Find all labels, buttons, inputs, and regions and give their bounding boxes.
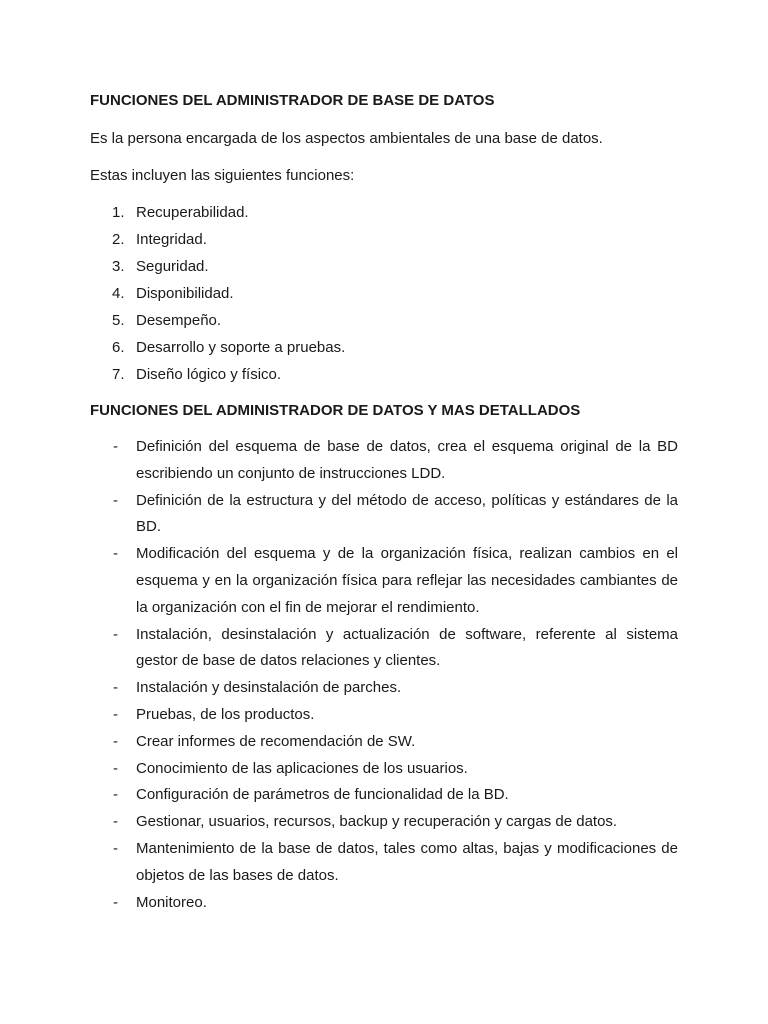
- list-item-text: Seguridad.: [136, 258, 209, 275]
- list-item: [90, 782, 678, 809]
- list-item-text: Desarrollo y soporte a pruebas.: [136, 339, 346, 356]
- dash-bullet: -: [113, 545, 118, 563]
- list-item: [90, 541, 678, 621]
- dash-bullet: -: [113, 759, 118, 777]
- list-item-text: Instalación, desinstalación y actualización de software, referente al sistema gestor de base de datos relaciones y clientes.: [136, 625, 678, 670]
- dash-bullet: -: [113, 786, 118, 804]
- list-item-number: 7.: [112, 366, 125, 383]
- list-item: [90, 280, 678, 307]
- list-item-text: Gestionar, usuarios, recursos, backup y recuperación y cargas de datos.: [136, 813, 618, 831]
- list-item: [90, 488, 678, 542]
- list-item: [90, 729, 678, 756]
- dash-bullet: -: [113, 438, 118, 455]
- details-bullet-list: [90, 434, 678, 916]
- list-item-number: 2.: [112, 231, 125, 248]
- list-item: [90, 253, 678, 280]
- list-item: [90, 226, 678, 253]
- intro-paragraph: Es la persona encargada de los aspectos ambientales de una base de datos.: [90, 130, 603, 147]
- list-item-text: Disponibilidad.: [136, 285, 234, 302]
- list-item: [90, 836, 678, 890]
- list-item-text: Mantenimiento de la base de datos, tales como altas, bajas y modificaciones de objetos de las bases de datos.: [136, 839, 678, 884]
- dash-bullet: -: [113, 625, 118, 643]
- list-item: [90, 890, 678, 917]
- list-item: [90, 675, 678, 702]
- list-item-text: Recuperabilidad.: [136, 204, 249, 221]
- list-item-number: 4.: [112, 285, 125, 302]
- list-item-number: 6.: [112, 339, 125, 356]
- list-item-number: 1.: [112, 204, 125, 221]
- list-item-text: Pruebas, de los productos.: [136, 705, 315, 723]
- section-heading-dba-functions: FUNCIONES DEL ADMINISTRADOR DE BASE DE DATOS: [90, 92, 495, 109]
- functions-numbered-list: [90, 199, 678, 388]
- list-item: [90, 434, 678, 488]
- list-item-text: Monitoreo.: [136, 893, 207, 911]
- list-item-text: Diseño lógico y físico.: [136, 366, 282, 383]
- list-item-text: Desempeño.: [136, 312, 222, 329]
- list-item-text: Modificación del esquema y de la organización física, realizan cambios en el esquema y en la organización física para reflejar las necesidades cambiantes de la organización con el fin de mejorar el rendimiento.: [136, 545, 678, 616]
- list-item-text: Instalación y desinstalación de parches.: [136, 679, 402, 697]
- list-item: [90, 702, 678, 729]
- dash-bullet: -: [113, 893, 118, 911]
- list-item-text: Definición del esquema de base de datos, crea el esquema original de la BD escribiendo un conjunto de instrucciones LDD.: [136, 438, 678, 482]
- list-item: [90, 307, 678, 334]
- list-item: [90, 756, 678, 783]
- dash-bullet: -: [113, 839, 118, 857]
- list-item-number: 3.: [112, 258, 125, 275]
- list-item: [90, 199, 678, 226]
- list-item: [90, 334, 678, 361]
- section-heading-data-admin-functions: FUNCIONES DEL ADMINISTRADOR DE DATOS Y MAS DETALLADOS: [90, 402, 581, 419]
- dash-bullet: -: [113, 679, 118, 697]
- list-item-text: Crear informes de recomendación de SW.: [136, 732, 416, 750]
- list-item-text: Integridad.: [136, 231, 207, 248]
- list-item-number: 5.: [112, 312, 125, 329]
- list-item: [90, 361, 678, 388]
- dash-bullet: -: [113, 705, 118, 723]
- dash-bullet: -: [113, 732, 118, 750]
- list-item-text: Conocimiento de las aplicaciones de los usuarios.: [136, 759, 468, 777]
- list-item: [90, 622, 678, 676]
- list-item-text: Definición de la estructura y del método de acceso, políticas y estándares de la BD.: [136, 491, 678, 536]
- functions-lead-paragraph: Estas incluyen las siguientes funciones:: [90, 167, 355, 184]
- dash-bullet: -: [113, 813, 118, 831]
- dash-bullet: -: [113, 491, 118, 509]
- list-item: [90, 809, 678, 836]
- list-item-text: Configuración de parámetros de funcionalidad de la BD.: [136, 786, 509, 804]
